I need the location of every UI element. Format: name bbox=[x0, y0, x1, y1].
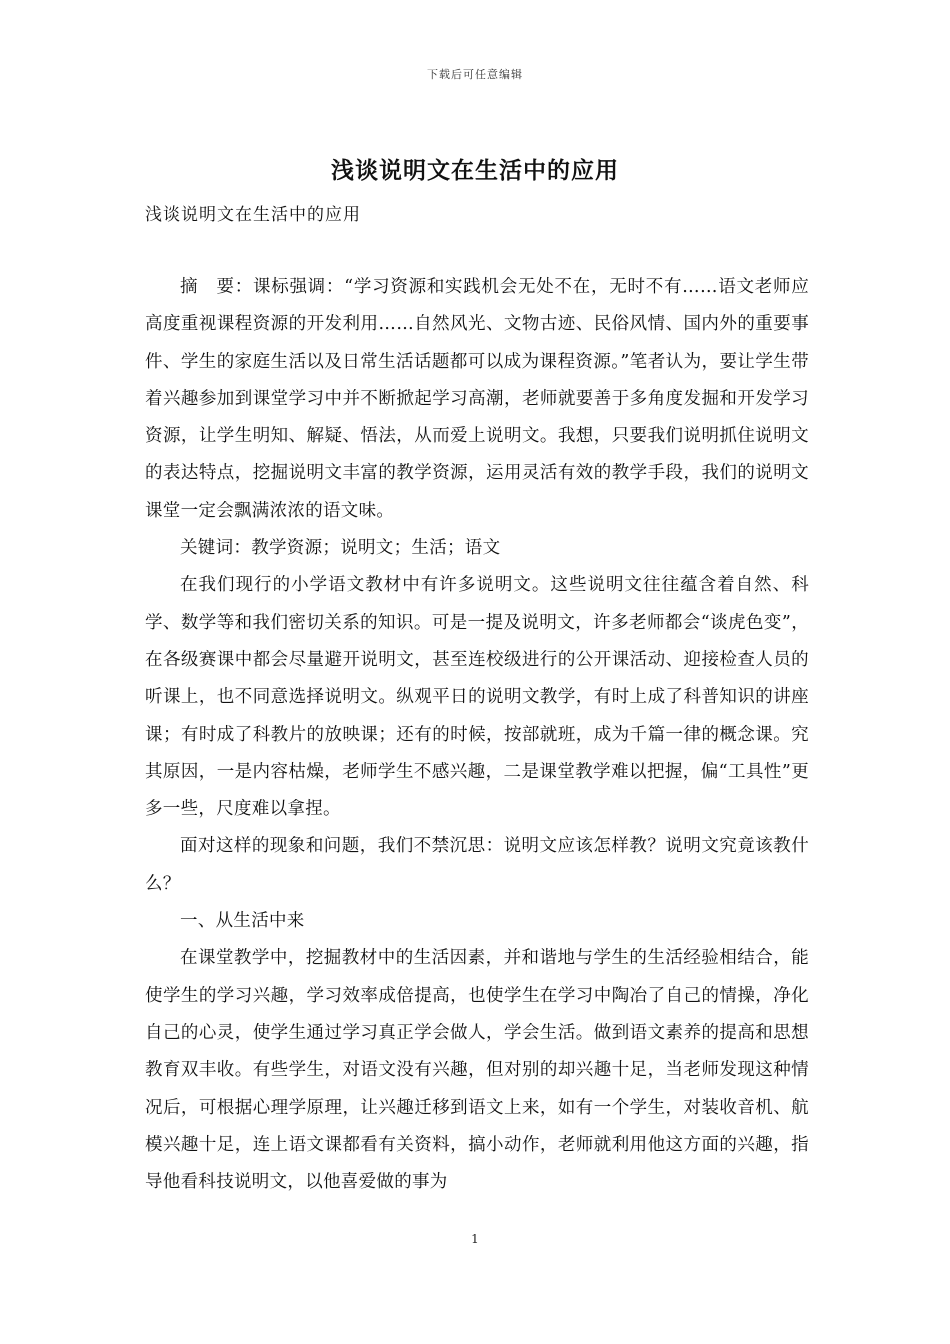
document-body bbox=[145, 269, 809, 1201]
document-title: 浅谈说明文在生活中的应用 bbox=[331, 157, 619, 184]
body-paragraph: 面对这样的现象和问题，我们不禁沉思：说明文应该怎样教？说明文究竟该教什么？ bbox=[145, 836, 809, 894]
page-header-note: 下载后可任意编辑 bbox=[427, 68, 523, 81]
document-subtitle: 浅谈说明文在生活中的应用 bbox=[145, 205, 361, 225]
body-paragraph: 在我们现行的小学语文教材中有许多说明文。这些说明文往往蕴含着自然、科学、数学等和我们密切关系的知识。可是一提及说明文，许多老师都会“谈虎色变”，在各级赛课中都会尽量避开说明文，甚至连校级进行的公开课活动、迎接检查人员的听课上，也不同意选择说明文。纵观平日的说明文教学，有时上成了科普知识的讲座课；有时成了科教片的放映课；还有的时候，按部就班，成为千篇一律的概念课。究其原因，一是内容枯燥，老师学生不感兴趣，二是课堂教学难以把握，偏“工具性”更多一些，尺度难以拿捏。 bbox=[145, 575, 809, 820]
keywords-paragraph: 关键词：教学资源；说明文；生活；语文 bbox=[180, 538, 501, 559]
abstract-paragraph: 摘 要：课标强调：“学习资源和实践机会无处不在，无时不有……语文老师应高度重视课程资源的开发利用……自然风光、文物古迹、民俗风情、国内外的重要事件、学生的家庭生活以及日常生活话题都可以成为课程资源。”笔者认为，要让学生带着兴趣参加到课堂学习中并不断掀起学习高潮，老师就要善于多角度发掘和开发学习资源，让学生明知、解疑、悟法，从而爱上说明文。我想，只要我们说明抓住说明文的表达特点，挖掘说明文丰富的教学资源，运用灵活有效的教学手段，我们的说明文课堂一定会飘满浓浓的语文味。 bbox=[145, 277, 809, 521]
body-paragraph: 在课堂教学中，挖掘教材中的生活因素，并和谐地与学生的生活经验相结合，能使学生的学习兴趣，学习效率成倍提高，也使学生在学习中陶冶了自己的情操，净化自己的心灵，使学生通过学习真正学会做人，学会生活。做到语文素养的提高和思想教育双丰收。有些学生，对语文没有兴趣，但对别的却兴趣十足，当老师发现这种情况后，可根据心理学原理，让兴趣迁移到语文上来，如有一个学生，对装收音机、航模兴趣十足，连上语文课都看有关资料，搞小动作，老师就利用他这方面的兴趣，指导他看科技说明文，以他喜爱做的事为 bbox=[145, 948, 809, 1193]
section-heading: 一、从生活中来 bbox=[180, 911, 305, 932]
page-number: 1 bbox=[471, 1232, 479, 1246]
